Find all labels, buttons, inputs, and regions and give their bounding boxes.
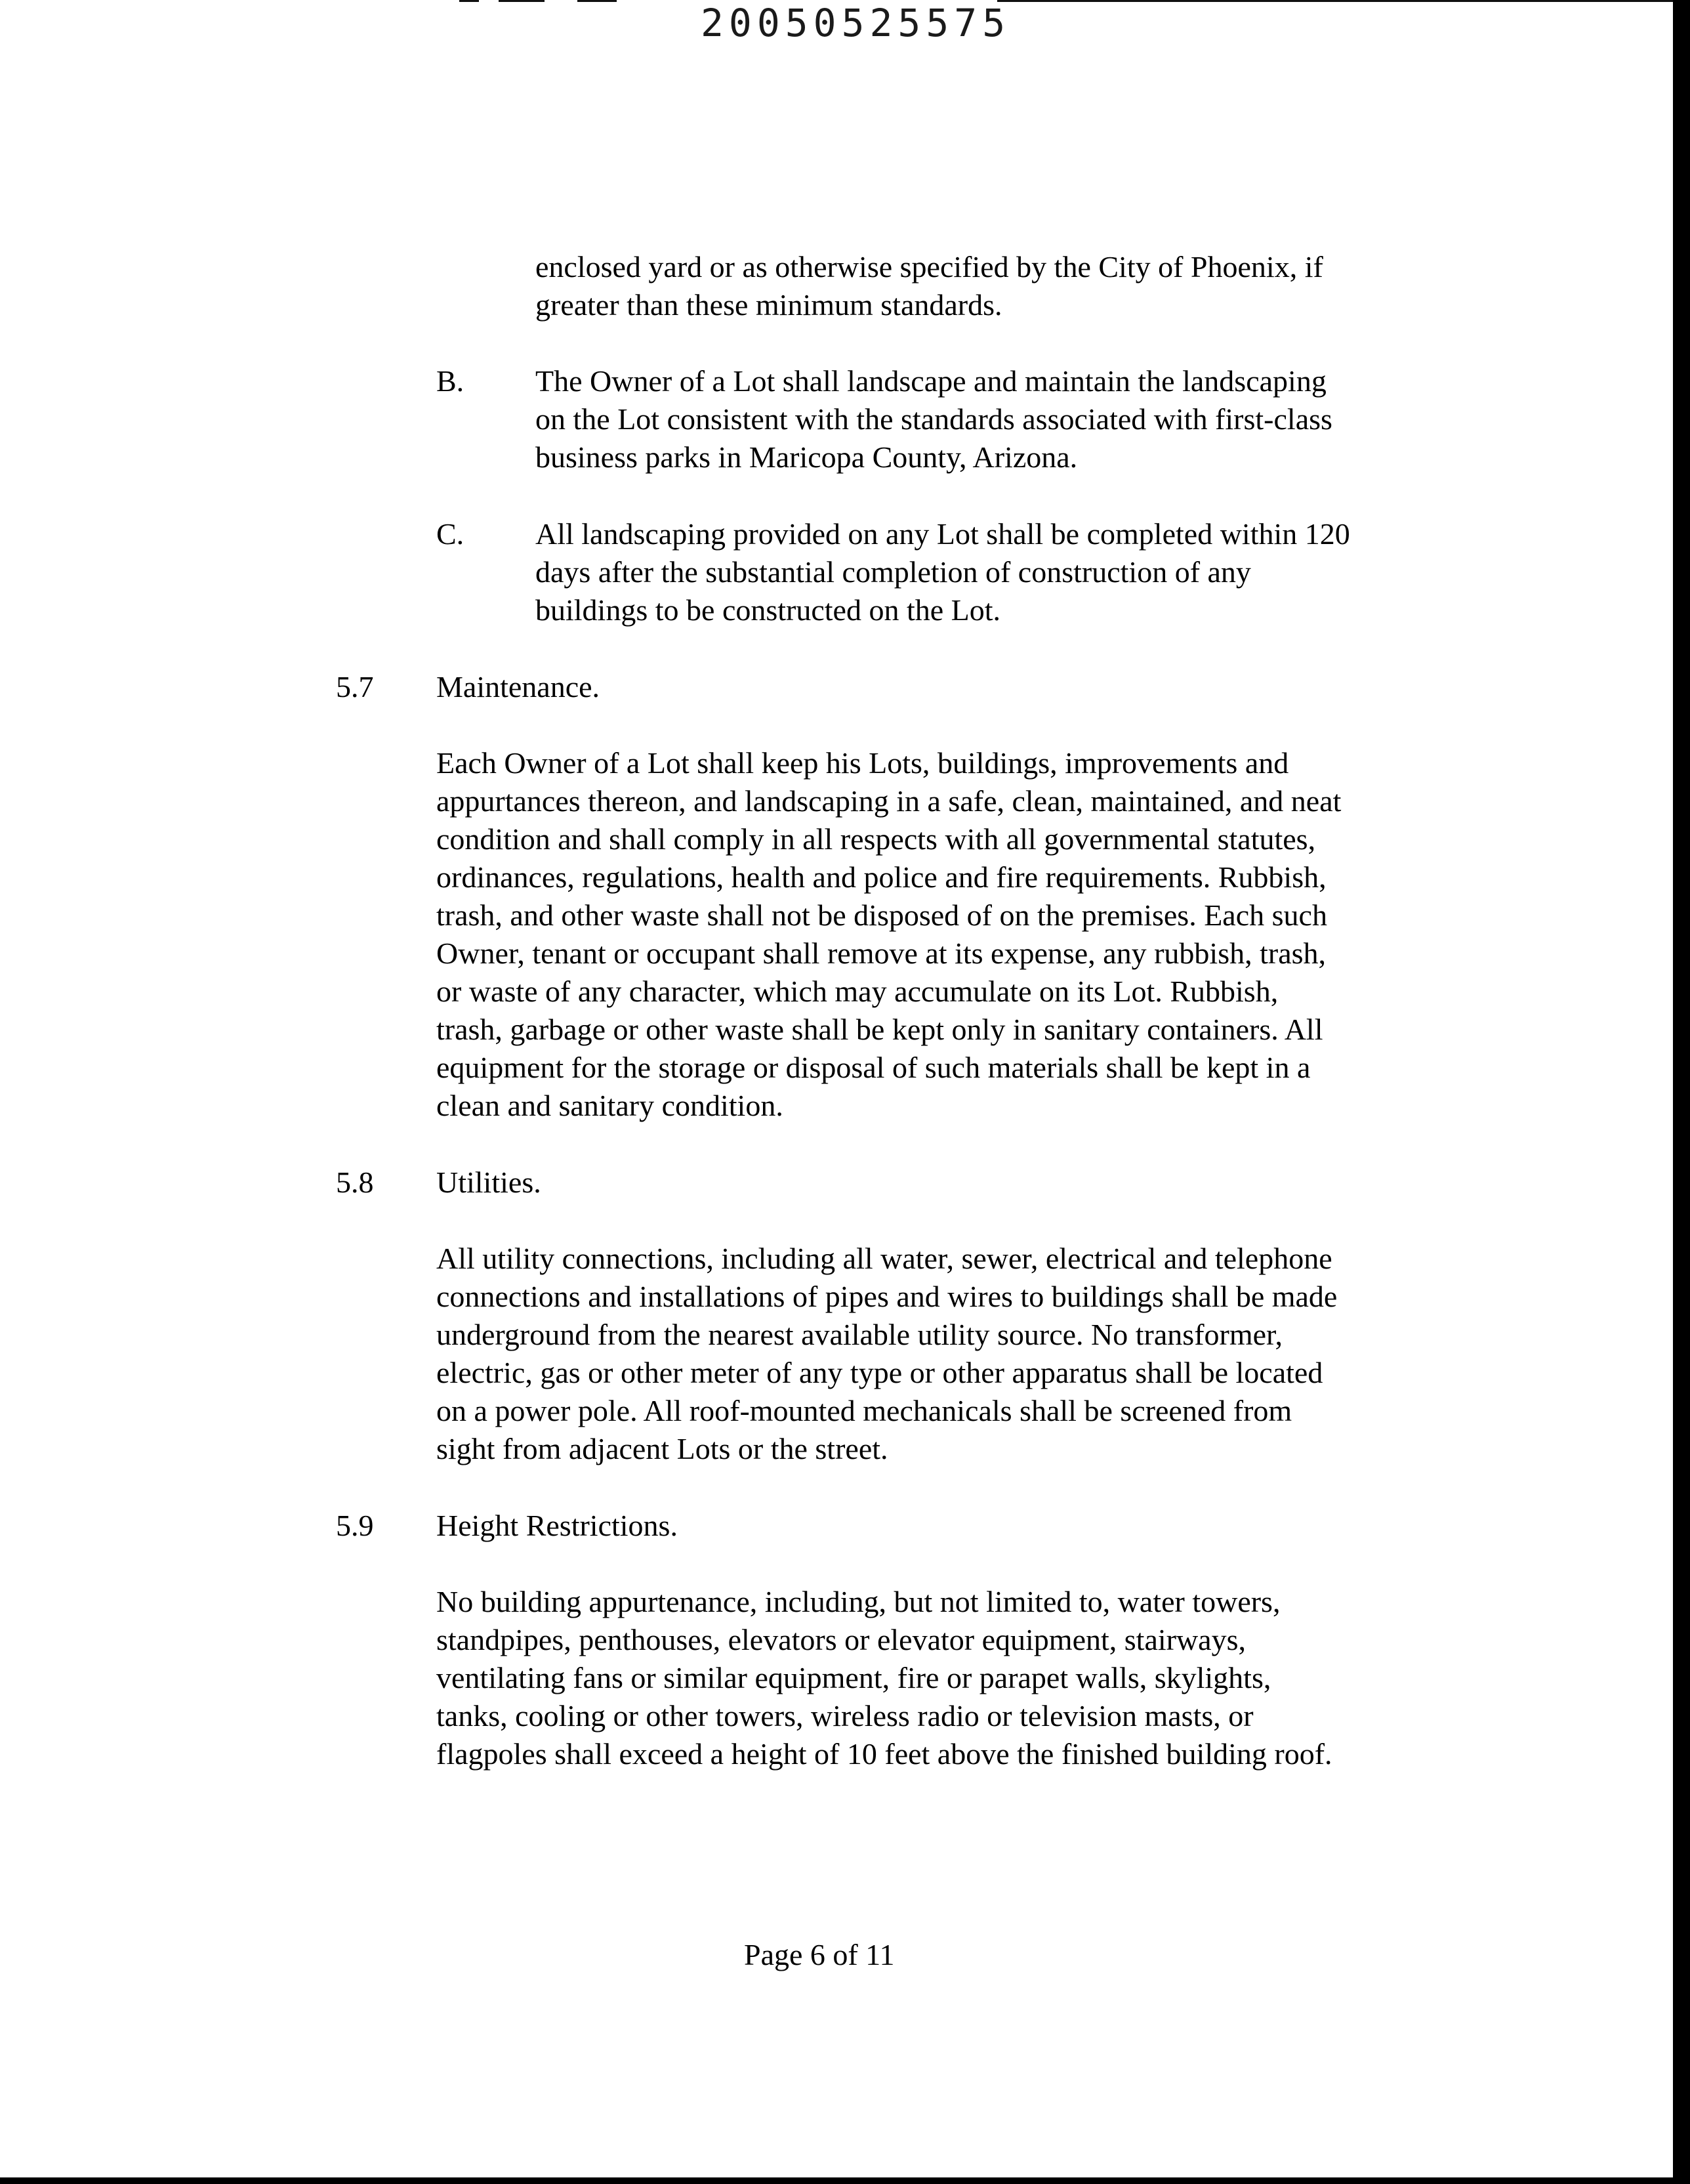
- scan-top-edge: [997, 0, 1690, 2]
- text-line: ordinances, regulations, health and police and fire requirements. Rubbish,: [436, 860, 1327, 894]
- section-number: 5.8: [336, 1166, 374, 1199]
- text-line: business parks in Maricopa County, Arizona.: [535, 440, 1078, 474]
- scan-edge-dash: [459, 0, 479, 2]
- scan-edge-dash: [577, 0, 617, 2]
- text-line: clean and sanitary condition.: [436, 1089, 783, 1122]
- text-line: greater than these minimum standards.: [535, 288, 1002, 322]
- text-line: or waste of any character, which may accumulate on its Lot. Rubbish,: [436, 975, 1279, 1008]
- text-line: days after the substantial completion of construction of any: [535, 555, 1251, 589]
- text-line: The Owner of a Lot shall landscape and maintain the landscaping: [535, 364, 1327, 398]
- text-line: Owner, tenant or occupant shall remove at its expense, any rubbish, trash,: [436, 936, 1327, 970]
- text-line: sight from adjacent Lots or the street.: [436, 1432, 888, 1465]
- text-line: trash, garbage or other waste shall be kept only in sanitary containers. All: [436, 1013, 1323, 1046]
- scan-edge-dash: [499, 0, 545, 2]
- text-line: No building appurtenance, including, but not limited to, water towers,: [436, 1585, 1281, 1618]
- section-title: Utilities.: [436, 1166, 541, 1199]
- text-line: standpipes, penthouses, elevators or elevator equipment, stairways,: [436, 1623, 1247, 1656]
- section-title: Height Restrictions.: [436, 1509, 678, 1542]
- text-line: All landscaping provided on any Lot shall be completed within 120: [535, 517, 1350, 551]
- item-letter: B.: [436, 364, 464, 398]
- scan-right-edge: [1673, 0, 1690, 2184]
- text-line: underground from the nearest available utility source. No transformer,: [436, 1318, 1283, 1351]
- section-number: 5.7: [336, 670, 374, 704]
- section-number: 5.9: [336, 1509, 374, 1542]
- text-line: connections and installations of pipes and wires to buildings shall be made: [436, 1280, 1338, 1313]
- text-line: buildings to be constructed on the Lot.: [535, 593, 1001, 627]
- text-line: on the Lot consistent with the standards associated with first-class: [535, 402, 1332, 436]
- text-line: on a power pole. All roof-mounted mechanicals shall be screened from: [436, 1394, 1292, 1427]
- text-line: flagpoles shall exceed a height of 10 feet above the finished building roof.: [436, 1737, 1332, 1771]
- item-letter: C.: [436, 517, 464, 551]
- scan-bottom-edge: [0, 2177, 1690, 2184]
- text-line: condition and shall comply in all respects with all governmental statutes,: [436, 822, 1316, 856]
- text-line: appurtances thereon, and landscaping in a safe, clean, maintained, and neat: [436, 784, 1342, 818]
- section-title: Maintenance.: [436, 670, 600, 704]
- text-line: ventilating fans or similar equipment, fire or parapet walls, skylights,: [436, 1661, 1271, 1694]
- document-number: 20050525575: [701, 1, 1011, 45]
- text-line: Each Owner of a Lot shall keep his Lots, buildings, improvements and: [436, 746, 1289, 780]
- text-line: tanks, cooling or other towers, wireless radio or television masts, or: [436, 1699, 1254, 1732]
- text-line: electric, gas or other meter of any type or other apparatus shall be located: [436, 1356, 1323, 1389]
- text-line: trash, and other waste shall not be disposed of on the premises. Each such: [436, 898, 1327, 932]
- text-line: equipment for the storage or disposal of such materials shall be kept in a: [436, 1051, 1311, 1084]
- page-number: Page 6 of 11: [744, 1938, 895, 1971]
- text-line: All utility connections, including all water, sewer, electrical and telephone: [436, 1242, 1332, 1275]
- text-line: enclosed yard or as otherwise specified by the City of Phoenix, if: [535, 250, 1323, 284]
